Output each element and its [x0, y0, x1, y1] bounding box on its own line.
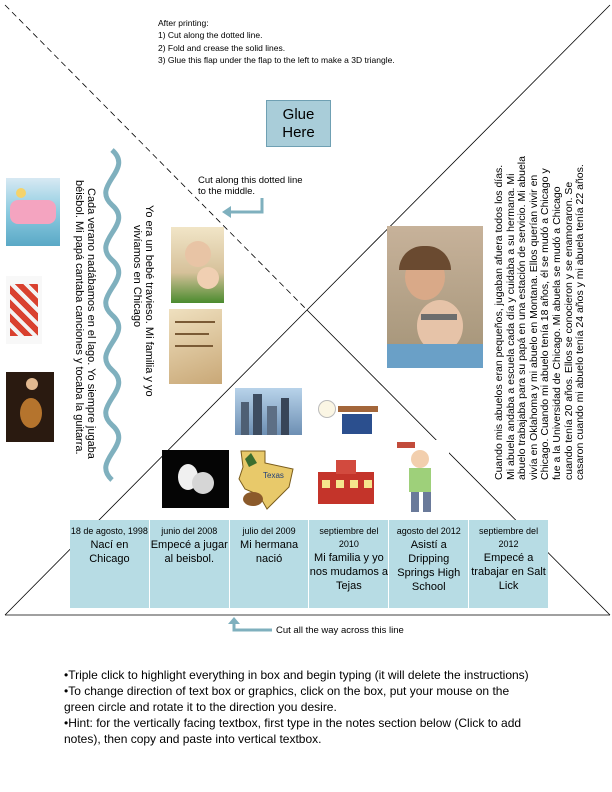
timeline-cell[interactable] [70, 520, 150, 608]
timeline-cell[interactable] [309, 520, 389, 608]
timeline-cell[interactable] [469, 520, 548, 608]
printing-instructions [158, 17, 395, 67]
baby-photo-image [171, 227, 224, 303]
right-text-line: fue a la Universidad de Chicago. Mi abuela se mudó a Chicago [550, 186, 563, 480]
note-item: •To change direction of text box or graphics, click on the box, put your mouse on the green circle and rotate it to the direction you desire. [64, 684, 510, 714]
instruction-step: 3) Glue this flap under the flap to the left to make a 3D triangle. [158, 55, 395, 66]
timeline-desc: Mi hermana nació [240, 539, 299, 565]
wavy-line-decoration [106, 150, 119, 480]
glue-here-box[interactable] [266, 100, 331, 147]
instruction-step: 1) Cut along the dotted line. [158, 30, 263, 41]
glue-label: Glue [282, 105, 315, 123]
left-panel-text[interactable] [131, 205, 155, 397]
timeline-date: septiembre del 2012 [479, 526, 539, 549]
note-item: •Triple click to highlight everything in box and begin typing (it will delete the instructions) [64, 668, 529, 682]
timeline-box[interactable] [70, 520, 548, 608]
city-skyline-image [235, 388, 302, 435]
timeline-date: 18 de agosto, 1998 [70, 526, 148, 536]
timeline-cell[interactable] [150, 520, 230, 608]
left-text-line: béisbol. Mi papá cantaba canciones y tocaba la guitarra. [73, 180, 85, 455]
baseball-players-image [6, 276, 42, 344]
arrow-cut-middle [228, 198, 262, 212]
note-item: •Hint: for the vertically facing textbox, first type in the notes section below (Click to add notes), then copy and paste into vertical textbox. [64, 716, 522, 746]
timeline-date: julio del 2009 [242, 526, 296, 536]
lake-swimming-image [6, 178, 60, 246]
timeline-desc: Empecé a trabajar en Salt Lick [471, 552, 546, 592]
cut-across-label: Cut all the way across this line [276, 625, 404, 636]
right-text-line: cuando tenía 20 años. Ellos se conocieron y se enamoraron. Se [562, 181, 575, 480]
right-panel-text[interactable] [494, 156, 587, 480]
timeline-desc: Empecé a jugar al beisbol. [150, 539, 228, 565]
left-text-line: vivíamos en Chicago [131, 225, 143, 328]
arrow-cut-across [234, 622, 272, 630]
left-text-line: Cada verano nadábamos en el lago. Yo siempre jugaba [85, 188, 97, 459]
timeline-date: agosto del 2012 [396, 526, 461, 536]
timeline-date: junio del 2008 [161, 526, 218, 536]
texas-map-image [231, 443, 303, 511]
right-text-line: Cuando mis abuelos eran pequeños, jugaban afuera todos los días. [493, 164, 505, 480]
glue-label: Here [282, 123, 315, 141]
arrow-cut-across-head [228, 617, 240, 624]
waiter-cartoon-image [389, 440, 449, 516]
timeline-desc: Nací en Chicago [89, 539, 130, 565]
grandparents-photo-image [387, 226, 483, 368]
texas-label: Texas [263, 471, 284, 480]
old-document-image [169, 309, 222, 384]
instruction-step: 2) Fold and crease the solid lines. [158, 42, 286, 53]
timeline-date: septiembre del 2010 [319, 526, 379, 549]
guitar-player-image [6, 372, 54, 442]
timeline-desc: Asistí a Dripping Springs High School [397, 539, 461, 593]
timeline-cell[interactable] [230, 520, 310, 608]
school-building-image [312, 458, 379, 508]
instructions-heading: After printing: [158, 18, 209, 28]
right-text-line: abuelo trabajaba para su papá en una estación de servicio. Mi abuela [516, 156, 529, 480]
left-text-line: Yo era un bebé travieso. Mi familia y yo [143, 205, 155, 397]
cut-middle-label: Cut along this dotted line to the middle. [198, 175, 303, 197]
right-text-line: Chicago. Cuando mi abuelo tenía 18 años, él se mudó a Chicago y [539, 168, 552, 480]
arrow-cut-middle-head [222, 206, 231, 218]
left-panel-text-2[interactable] [73, 180, 97, 459]
right-text-line: vivía en Oklahoma y mi abuelo en Montana. Ellos querían vivir en [527, 174, 540, 480]
baby-feet-image [162, 450, 229, 508]
notes-box[interactable] [64, 667, 534, 747]
timeline-desc: Mi familia y yo nos mudamos a Tejas [309, 552, 389, 592]
right-text-line: Mi abuela andaba a escuela cada día y cuidaba a su hermana. Mi [504, 173, 517, 480]
timeline-cell[interactable] [389, 520, 469, 608]
baseball-pitch-image [312, 392, 380, 436]
right-text-line: casaron cuando mi abuelo tenía 24 años y mi abuela tenía 22 años. [574, 164, 587, 480]
